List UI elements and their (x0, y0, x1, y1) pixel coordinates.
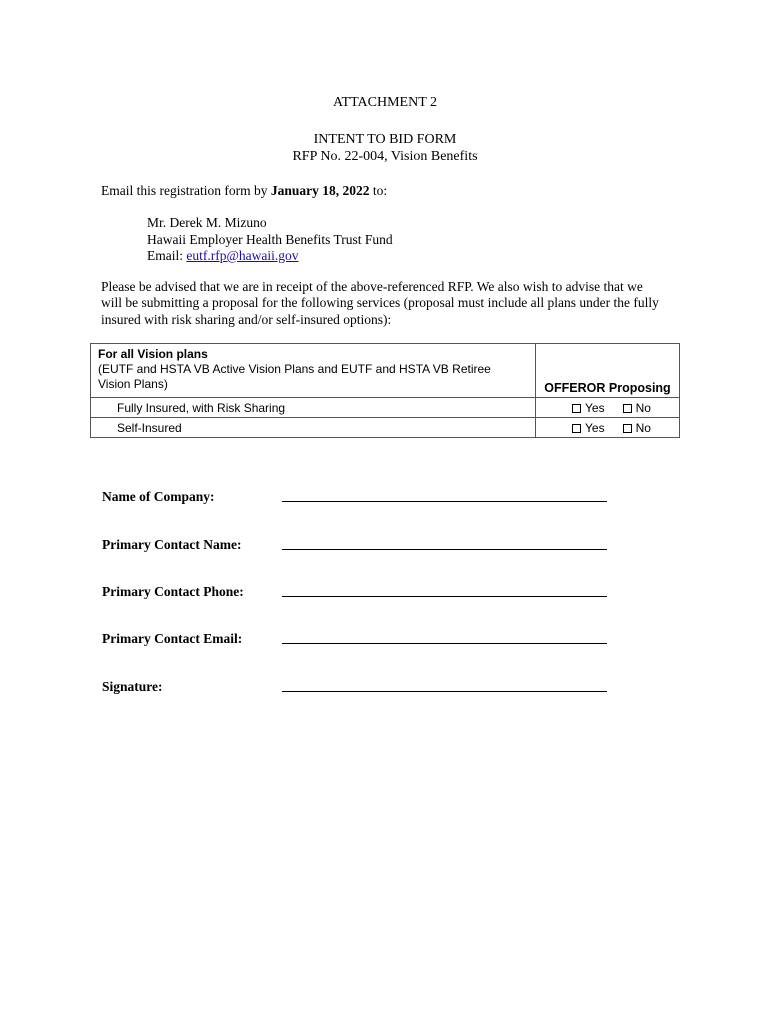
table-header-sub-1: (EUTF and HSTA VB Active Vision Plans and EUTF and HSTA VB Retiree (98, 362, 491, 376)
row-options-self-insured (536, 418, 680, 438)
contact-email-line (147, 248, 299, 264)
contact-name-label: Primary Contact Name: (102, 537, 242, 552)
self-insured-yes-option[interactable] (572, 421, 605, 435)
instructions-prefix: Email this registration form by (101, 183, 271, 198)
table-header-title: For all Vision plans (98, 347, 208, 361)
table-row (91, 398, 680, 418)
signature-label: Signature: (102, 679, 163, 694)
table-header-row (91, 344, 680, 398)
advisory-line-1: Please be advised that we are in receipt of the above-referenced RFP. We also wish to advise that we (101, 279, 643, 294)
no-label: No (635, 401, 651, 415)
no-label: No (635, 421, 651, 435)
deadline-date: January 18, 2022 (270, 183, 370, 198)
signature-field[interactable] (282, 691, 607, 692)
table-header-sub-2: Vision Plans) (98, 377, 168, 391)
form-title: INTENT TO BID FORM (313, 132, 457, 147)
row-options-fully-insured (536, 398, 680, 418)
fully-insured-yes-option[interactable] (572, 401, 605, 415)
row-label-self-insured: Self-Insured (91, 418, 536, 438)
yes-label: Yes (585, 421, 605, 435)
table-header-description (91, 344, 536, 398)
contact-phone-field[interactable] (282, 596, 607, 597)
fully-insured-no-option[interactable] (623, 401, 651, 415)
instructions (101, 183, 387, 199)
contact-organization: Hawaii Employer Health Benefits Trust Fund (147, 232, 393, 247)
advisory-line-3: insured with risk sharing and/or self-insured options): (101, 312, 392, 327)
checkbox-icon[interactable] (623, 404, 632, 413)
services-table (90, 343, 680, 438)
row-label-fully-insured: Fully Insured, with Risk Sharing (91, 398, 536, 418)
contact-email-field-label: Primary Contact Email: (102, 631, 243, 646)
contact-name: Mr. Derek M. Mizuno (147, 215, 267, 230)
contact-phone-label: Primary Contact Phone: (102, 584, 244, 599)
checkbox-icon[interactable] (623, 424, 632, 433)
advisory-line-2: will be submitting a proposal for the following services (proposal must include all plans under the fully (101, 295, 659, 310)
instructions-suffix: to: (369, 183, 388, 198)
contact-email-link[interactable]: eutf.rfp@hawaii.gov (186, 248, 299, 263)
company-name-label: Name of Company: (102, 489, 215, 504)
offeror-proposing-header: OFFEROR Proposing (536, 344, 680, 398)
self-insured-no-option[interactable] (623, 421, 651, 435)
checkbox-icon[interactable] (572, 404, 581, 413)
checkbox-icon[interactable] (572, 424, 581, 433)
table-row (91, 418, 680, 438)
rfp-line: RFP No. 22-004, Vision Benefits (292, 149, 478, 164)
contact-email-field[interactable] (282, 643, 607, 644)
company-name-field[interactable] (282, 501, 607, 502)
contact-name-field[interactable] (282, 549, 607, 550)
contact-email-label: Email: (147, 248, 187, 263)
attachment-heading: ATTACHMENT 2 (332, 95, 437, 110)
yes-label: Yes (585, 401, 605, 415)
